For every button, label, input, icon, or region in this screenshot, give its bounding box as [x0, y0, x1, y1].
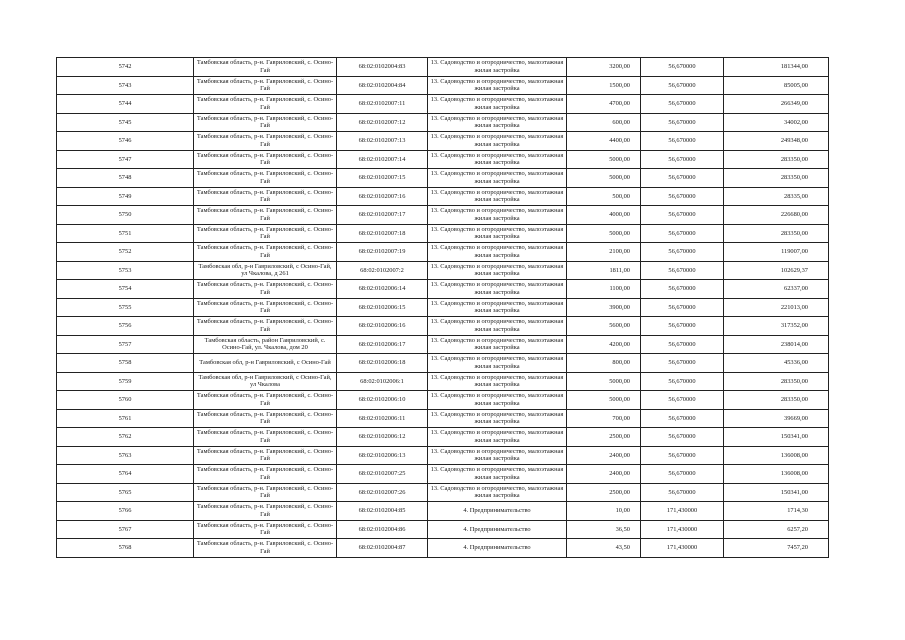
- row-number-cell: 5748: [57, 169, 194, 188]
- address-cell: Тамбовская обл, р-н Гавриловский, с Осино-Гай, ул Чкалова, д 261: [194, 261, 337, 280]
- specific-value-cell: 56,670000: [641, 243, 724, 262]
- cadastral-number-cell: 68:02:0102006:18: [337, 354, 428, 373]
- table-row: [57, 132, 829, 151]
- row-number-cell: 5761: [57, 409, 194, 428]
- table-row: [57, 58, 829, 77]
- address-cell: Тамбовская обл, р-н Гавриловский, с Осино-Гай: [194, 354, 337, 373]
- area-cell: 4200,00: [567, 335, 641, 354]
- row-number-cell: 5768: [57, 539, 194, 558]
- land-use-cell: 13. Садоводство и огородничество, малоэтажная жилая застройка: [428, 391, 567, 410]
- land-use-cell: 13. Садоводство и огородничество, малоэтажная жилая застройка: [428, 483, 567, 502]
- land-use-cell: 13. Садоводство и огородничество, малоэтажная жилая застройка: [428, 187, 567, 206]
- specific-value-cell: 56,670000: [641, 113, 724, 132]
- cadastral-value-cell: 45336,00: [724, 354, 829, 373]
- cadastral-number-cell: 68:02:0102007:18: [337, 224, 428, 243]
- table-row: [57, 224, 829, 243]
- cadastral-number-cell: 68:02:0102004:83: [337, 58, 428, 77]
- specific-value-cell: 56,670000: [641, 428, 724, 447]
- address-cell: Тамбовская область, р-н. Гавриловский, с. Осино-Гай: [194, 113, 337, 132]
- cadastral-number-cell: 68:02:0102007:19: [337, 243, 428, 262]
- area-cell: 1811,00: [567, 261, 641, 280]
- area-cell: 5000,00: [567, 150, 641, 169]
- table-row: [57, 317, 829, 336]
- specific-value-cell: 56,670000: [641, 206, 724, 225]
- specific-value-cell: 56,670000: [641, 150, 724, 169]
- cadastral-number-cell: 68:02:0102004:84: [337, 76, 428, 95]
- address-cell: Тамбовская область, р-н. Гавриловский, с. Осино-Гай: [194, 280, 337, 299]
- row-number-cell: 5767: [57, 520, 194, 539]
- table-row: [57, 113, 829, 132]
- cadastral-number-cell: 68:02:0102006:14: [337, 280, 428, 299]
- address-cell: Тамбовская область, р-н. Гавриловский, с. Осино-Гай: [194, 446, 337, 465]
- specific-value-cell: 56,670000: [641, 372, 724, 391]
- address-cell: Тамбовская область, р-н. Гавриловский, с. Осино-Гай: [194, 206, 337, 225]
- specific-value-cell: 56,670000: [641, 354, 724, 373]
- area-cell: 5000,00: [567, 169, 641, 188]
- cadastral-number-cell: 68:02:0102006:10: [337, 391, 428, 410]
- table-row: [57, 465, 829, 484]
- area-cell: 5600,00: [567, 317, 641, 336]
- specific-value-cell: 171,430000: [641, 502, 724, 521]
- address-cell: Тамбовская область, р-н. Гавриловский, с. Осино-Гай: [194, 150, 337, 169]
- row-number-cell: 5765: [57, 483, 194, 502]
- cadastral-value-cell: 181344,00: [724, 58, 829, 77]
- cadastral-value-cell: 226680,00: [724, 206, 829, 225]
- land-use-cell: 13. Садоводство и огородничество, малоэтажная жилая застройка: [428, 224, 567, 243]
- table-row: [57, 391, 829, 410]
- table-row: [57, 446, 829, 465]
- cadastral-number-cell: 68:02:0102007:2: [337, 261, 428, 280]
- cadastral-value-table: [56, 57, 829, 558]
- address-cell: Тамбовская область, р-н. Гавриловский, с. Осино-Гай: [194, 187, 337, 206]
- table-row: [57, 354, 829, 373]
- address-cell: Тамбовская область, р-н. Гавриловский, с. Осино-Гай: [194, 76, 337, 95]
- address-cell: Тамбовская область, р-н. Гавриловский, с. Осино-Гай: [194, 243, 337, 262]
- area-cell: 600,00: [567, 113, 641, 132]
- land-use-cell: 13. Садоводство и огородничество, малоэтажная жилая застройка: [428, 76, 567, 95]
- address-cell: Тамбовская область, р-н. Гавриловский, с. Осино-Гай: [194, 169, 337, 188]
- specific-value-cell: 56,670000: [641, 224, 724, 243]
- land-use-cell: 13. Садоводство и огородничество, малоэтажная жилая застройка: [428, 280, 567, 299]
- area-cell: 800,00: [567, 354, 641, 373]
- table-row: [57, 335, 829, 354]
- row-number-cell: 5755: [57, 298, 194, 317]
- specific-value-cell: 171,430000: [641, 539, 724, 558]
- cadastral-value-cell: 283350,00: [724, 169, 829, 188]
- address-cell: Тамбовская область, р-н. Гавриловский, с. Осино-Гай: [194, 409, 337, 428]
- specific-value-cell: 56,670000: [641, 465, 724, 484]
- row-number-cell: 5757: [57, 335, 194, 354]
- specific-value-cell: 56,670000: [641, 132, 724, 151]
- table-row: [57, 520, 829, 539]
- address-cell: Тамбовская область, р-н. Гавриловский, с. Осино-Гай: [194, 298, 337, 317]
- cadastral-number-cell: 68:02:0102004:86: [337, 520, 428, 539]
- area-cell: 1100,00: [567, 280, 641, 299]
- cadastral-number-cell: 68:02:0102007:15: [337, 169, 428, 188]
- row-number-cell: 5750: [57, 206, 194, 225]
- row-number-cell: 5752: [57, 243, 194, 262]
- cadastral-value-cell: 7457,20: [724, 539, 829, 558]
- cadastral-value-cell: 249348,00: [724, 132, 829, 151]
- address-cell: Тамбовская область, р-н. Гавриловский, с. Осино-Гай: [194, 95, 337, 114]
- land-use-cell: 4. Предпринимательство: [428, 502, 567, 521]
- address-cell: Тамбовская область, р-н. Гавриловский, с. Осино-Гай: [194, 317, 337, 336]
- address-cell: Тамбовская область, р-н. Гавриловский, с. Осино-Гай: [194, 465, 337, 484]
- cadastral-number-cell: 68:02:0102007:12: [337, 113, 428, 132]
- land-use-cell: 13. Садоводство и огородничество, малоэтажная жилая застройка: [428, 169, 567, 188]
- cadastral-number-cell: 68:02:0102006:13: [337, 446, 428, 465]
- table-row: [57, 280, 829, 299]
- address-cell: Тамбовская область, район Гавриловский, с. Осино-Гай, ул. Чкалова, дом 20: [194, 335, 337, 354]
- specific-value-cell: 56,670000: [641, 187, 724, 206]
- area-cell: 3200,00: [567, 58, 641, 77]
- cadastral-number-cell: 68:02:0102007:17: [337, 206, 428, 225]
- cadastral-value-cell: 317352,00: [724, 317, 829, 336]
- row-number-cell: 5747: [57, 150, 194, 169]
- area-cell: 700,00: [567, 409, 641, 428]
- land-use-cell: 13. Садоводство и огородничество, малоэтажная жилая застройка: [428, 465, 567, 484]
- land-use-cell: 13. Садоводство и огородничество, малоэтажная жилая застройка: [428, 335, 567, 354]
- specific-value-cell: 56,670000: [641, 335, 724, 354]
- land-use-cell: 13. Садоводство и огородничество, малоэтажная жилая застройка: [428, 58, 567, 77]
- table-row: [57, 298, 829, 317]
- table-row: [57, 409, 829, 428]
- cadastral-value-cell: 221013,00: [724, 298, 829, 317]
- table-row: [57, 95, 829, 114]
- area-cell: 2400,00: [567, 465, 641, 484]
- address-cell: Тамбовская обл, р-н Гавриловский, с Осино-Гай, ул Чкалова: [194, 372, 337, 391]
- table-row: [57, 150, 829, 169]
- address-cell: Тамбовская область, р-н. Гавриловский, с. Осино-Гай: [194, 391, 337, 410]
- table-row: [57, 539, 829, 558]
- row-number-cell: 5745: [57, 113, 194, 132]
- cadastral-value-cell: 102629,37: [724, 261, 829, 280]
- cadastral-value-cell: 39669,00: [724, 409, 829, 428]
- area-cell: 4400,00: [567, 132, 641, 151]
- row-number-cell: 5744: [57, 95, 194, 114]
- land-use-cell: 13. Садоводство и огородничество, малоэтажная жилая застройка: [428, 409, 567, 428]
- specific-value-cell: 56,670000: [641, 409, 724, 428]
- row-number-cell: 5758: [57, 354, 194, 373]
- specific-value-cell: 56,670000: [641, 483, 724, 502]
- area-cell: 43,50: [567, 539, 641, 558]
- table-row: [57, 502, 829, 521]
- cadastral-number-cell: 68:02:0102006:1: [337, 372, 428, 391]
- cadastral-number-cell: 68:02:0102006:17: [337, 335, 428, 354]
- cadastral-value-cell: 283350,00: [724, 391, 829, 410]
- row-number-cell: 5746: [57, 132, 194, 151]
- address-cell: Тамбовская область, р-н. Гавриловский, с. Осино-Гай: [194, 483, 337, 502]
- row-number-cell: 5762: [57, 428, 194, 447]
- specific-value-cell: 56,670000: [641, 58, 724, 77]
- row-number-cell: 5754: [57, 280, 194, 299]
- row-number-cell: 5753: [57, 261, 194, 280]
- land-use-cell: 13. Садоводство и огородничество, малоэтажная жилая застройка: [428, 132, 567, 151]
- table-row: [57, 76, 829, 95]
- specific-value-cell: 56,670000: [641, 391, 724, 410]
- row-number-cell: 5766: [57, 502, 194, 521]
- row-number-cell: 5764: [57, 465, 194, 484]
- land-use-cell: 13. Садоводство и огородничество, малоэтажная жилая застройка: [428, 446, 567, 465]
- cadastral-number-cell: 68:02:0102007:26: [337, 483, 428, 502]
- land-use-cell: 13. Садоводство и огородничество, малоэтажная жилая застройка: [428, 372, 567, 391]
- area-cell: 2500,00: [567, 483, 641, 502]
- address-cell: Тамбовская область, р-н. Гавриловский, с. Осино-Гай: [194, 224, 337, 243]
- specific-value-cell: 56,670000: [641, 169, 724, 188]
- land-use-cell: 13. Садоводство и огородничество, малоэтажная жилая застройка: [428, 298, 567, 317]
- cadastral-value-cell: 136008,00: [724, 446, 829, 465]
- area-cell: 4000,00: [567, 206, 641, 225]
- land-use-cell: 13. Садоводство и огородничество, малоэтажная жилая застройка: [428, 354, 567, 373]
- row-number-cell: 5763: [57, 446, 194, 465]
- table-row: [57, 261, 829, 280]
- land-use-cell: 13. Садоводство и огородничество, малоэтажная жилая застройка: [428, 206, 567, 225]
- land-use-cell: 13. Садоводство и огородничество, малоэтажная жилая застройка: [428, 317, 567, 336]
- area-cell: 2500,00: [567, 428, 641, 447]
- row-number-cell: 5749: [57, 187, 194, 206]
- cadastral-value-cell: 136008,00: [724, 465, 829, 484]
- land-use-cell: 13. Садоводство и огородничество, малоэтажная жилая застройка: [428, 150, 567, 169]
- cadastral-value-cell: 34002,00: [724, 113, 829, 132]
- address-cell: Тамбовская область, р-н. Гавриловский, с. Осино-Гай: [194, 58, 337, 77]
- area-cell: 2100,00: [567, 243, 641, 262]
- cadastral-number-cell: 68:02:0102007:25: [337, 465, 428, 484]
- cadastral-number-cell: 68:02:0102004:87: [337, 539, 428, 558]
- land-use-cell: 4. Предпринимательство: [428, 539, 567, 558]
- area-cell: 5000,00: [567, 372, 641, 391]
- table-row: [57, 483, 829, 502]
- address-cell: Тамбовская область, р-н. Гавриловский, с. Осино-Гай: [194, 539, 337, 558]
- cadastral-number-cell: 68:02:0102006:11: [337, 409, 428, 428]
- specific-value-cell: 56,670000: [641, 280, 724, 299]
- specific-value-cell: 171,430000: [641, 520, 724, 539]
- table-row: [57, 428, 829, 447]
- area-cell: 10,00: [567, 502, 641, 521]
- land-use-cell: 13. Садоводство и огородничество, малоэтажная жилая застройка: [428, 95, 567, 114]
- area-cell: 500,00: [567, 187, 641, 206]
- cadastral-value-cell: 28335,00: [724, 187, 829, 206]
- cadastral-value-cell: 283350,00: [724, 372, 829, 391]
- row-number-cell: 5742: [57, 58, 194, 77]
- specific-value-cell: 56,670000: [641, 317, 724, 336]
- table-row: [57, 243, 829, 262]
- area-cell: 36,50: [567, 520, 641, 539]
- area-cell: 5000,00: [567, 224, 641, 243]
- address-cell: Тамбовская область, р-н. Гавриловский, с. Осино-Гай: [194, 520, 337, 539]
- row-number-cell: 5743: [57, 76, 194, 95]
- table-row: [57, 187, 829, 206]
- cadastral-number-cell: 68:02:0102007:13: [337, 132, 428, 151]
- cadastral-number-cell: 68:02:0102007:16: [337, 187, 428, 206]
- specific-value-cell: 56,670000: [641, 446, 724, 465]
- land-use-cell: 4. Предпринимательство: [428, 520, 567, 539]
- area-cell: 4700,00: [567, 95, 641, 114]
- row-number-cell: 5759: [57, 372, 194, 391]
- cadastral-value-cell: 62337,00: [724, 280, 829, 299]
- area-cell: 2400,00: [567, 446, 641, 465]
- specific-value-cell: 56,670000: [641, 298, 724, 317]
- cadastral-value-cell: 150341,00: [724, 428, 829, 447]
- land-use-cell: 13. Садоводство и огородничество, малоэтажная жилая застройка: [428, 113, 567, 132]
- cadastral-number-cell: 68:02:0102007:11: [337, 95, 428, 114]
- cadastral-value-cell: 85005,00: [724, 76, 829, 95]
- land-use-cell: 13. Садоводство и огородничество, малоэтажная жилая застройка: [428, 428, 567, 447]
- row-number-cell: 5756: [57, 317, 194, 336]
- area-cell: 3900,00: [567, 298, 641, 317]
- land-use-cell: 13. Садоводство и огородничество, малоэтажная жилая застройка: [428, 243, 567, 262]
- specific-value-cell: 56,670000: [641, 76, 724, 95]
- cadastral-number-cell: 68:02:0102004:85: [337, 502, 428, 521]
- row-number-cell: 5760: [57, 391, 194, 410]
- cadastral-number-cell: 68:02:0102006:12: [337, 428, 428, 447]
- area-cell: 1500,00: [567, 76, 641, 95]
- table-row: [57, 206, 829, 225]
- cadastral-value-cell: 238014,00: [724, 335, 829, 354]
- cadastral-number-cell: 68:02:0102006:16: [337, 317, 428, 336]
- cadastral-value-cell: 266349,00: [724, 95, 829, 114]
- table-row: [57, 169, 829, 188]
- cadastral-value-cell: 6257,20: [724, 520, 829, 539]
- table-body: [57, 58, 829, 558]
- cadastral-value-cell: 1714,30: [724, 502, 829, 521]
- cadastral-number-cell: 68:02:0102006:15: [337, 298, 428, 317]
- cadastral-value-cell: 283350,00: [724, 150, 829, 169]
- cadastral-value-cell: 283350,00: [724, 224, 829, 243]
- cadastral-value-cell: 150341,00: [724, 483, 829, 502]
- specific-value-cell: 56,670000: [641, 95, 724, 114]
- cadastral-number-cell: 68:02:0102007:14: [337, 150, 428, 169]
- address-cell: Тамбовская область, р-н. Гавриловский, с. Осино-Гай: [194, 132, 337, 151]
- address-cell: Тамбовская область, р-н. Гавриловский, с. Осино-Гай: [194, 502, 337, 521]
- land-use-cell: 13. Садоводство и огородничество, малоэтажная жилая застройка: [428, 261, 567, 280]
- cadastral-value-cell: 119007,00: [724, 243, 829, 262]
- row-number-cell: 5751: [57, 224, 194, 243]
- table-row: [57, 372, 829, 391]
- specific-value-cell: 56,670000: [641, 261, 724, 280]
- area-cell: 5000,00: [567, 391, 641, 410]
- address-cell: Тамбовская область, р-н. Гавриловский, с. Осино-Гай: [194, 428, 337, 447]
